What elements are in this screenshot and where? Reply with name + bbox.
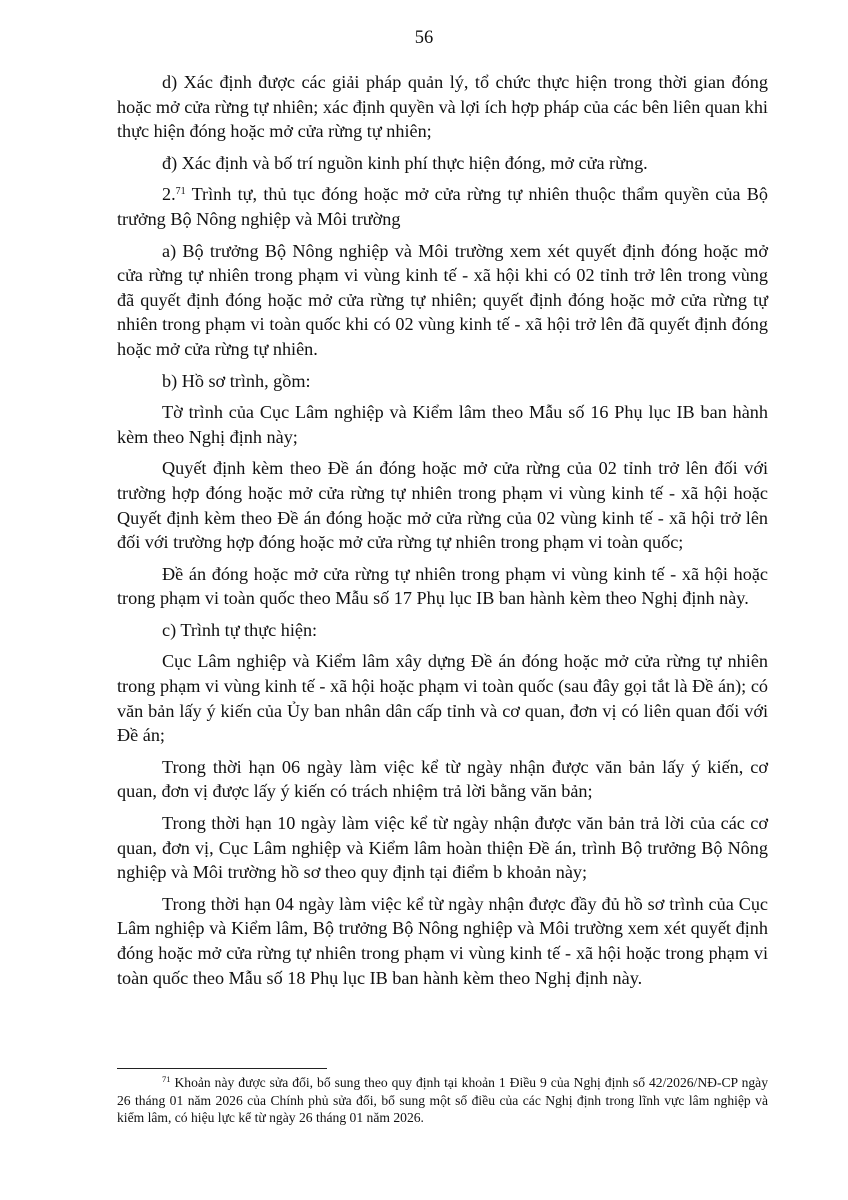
paragraph-text: Cục Lâm nghiệp và Kiểm lâm xây dựng Đề án đóng hoặc mở cửa rừng tự nhiên trong phạm vi vùng kinh tế - xã hội hoặc phạm vi toàn quốc (sau đây gọi tắt là Đề án); có văn bản lấy ý kiến của Ủy ban nhân dân cấp tỉnh và cơ quan, đơn vị có liên quan đối với Đề án;: [117, 651, 768, 746]
paragraph-c-step-2: [117, 755, 768, 804]
paragraph-c-step-1: [117, 649, 768, 747]
footnote: [117, 1074, 768, 1127]
paragraph-d: [117, 70, 768, 144]
paragraph-text: d) Xác định được các giải pháp quản lý, tổ chức thực hiện trong thời gian đóng hoặc mở cửa rừng tự nhiên; xác định quyền và lợi ích hợp pháp của các bên liên quan khi thực hiện đóng hoặc mở cửa rừng tự nhiên;: [117, 72, 768, 142]
paragraph-b-item-3: [117, 562, 768, 611]
paragraph-b: [117, 369, 768, 394]
paragraph-text: Trong thời hạn 10 ngày làm việc kể từ ngày nhận được văn bản trả lời của các cơ quan, đơn vị, Cục Lâm nghiệp và Kiểm lâm hoàn thiện Đề án, trình Bộ trưởng Bộ Nông nghiệp và Môi trường hồ sơ theo quy định tại điểm b khoản này;: [117, 813, 768, 883]
paragraph-b-item-1: [117, 400, 768, 449]
section-2-heading: [117, 182, 768, 231]
paragraph-b-item-2: [117, 456, 768, 554]
paragraph-text: Tờ trình của Cục Lâm nghiệp và Kiểm lâm theo Mẫu số 16 Phụ lục IB ban hành kèm theo Nghị định này;: [117, 402, 768, 447]
document-body: [117, 70, 768, 997]
paragraph-c: [117, 618, 768, 643]
paragraph-text: Trình tự, thủ tục đóng hoặc mở cửa rừng tự nhiên thuộc thẩm quyền của Bộ trưởng Bộ Nông nghiệp và Môi trường: [117, 184, 768, 229]
page-number: 56: [414, 28, 434, 48]
paragraph-text: Trong thời hạn 04 ngày làm việc kể từ ngày nhận được đầy đủ hồ sơ trình của Cục Lâm nghiệp và Kiểm lâm, Bộ trưởng Bộ Nông nghiệp và Môi trường xem xét quyết định đóng hoặc mở cửa rừng tự nhiên trong phạm vi vùng kinh tế - xã hội hoặc trong phạm vi toàn quốc theo Mẫu số 18 Phụ lục IB ban hành kèm theo Nghị định này.: [117, 893, 768, 988]
paragraph-a: [117, 239, 768, 362]
paragraph-text: Trong thời hạn 06 ngày làm việc kể từ ngày nhận được văn bản lấy ý kiến, cơ quan, đơn vị được lấy ý kiến có trách nhiệm trả lời bằng văn bản;: [117, 756, 768, 802]
section-number: 2.: [162, 184, 176, 205]
footnote-divider: [117, 1068, 327, 1069]
footnote-number: 71: [162, 1074, 171, 1084]
paragraph-text: đ) Xác định và bố trí nguồn kinh phí thực hiện đóng, mở cửa rừng.: [162, 152, 648, 173]
paragraph-c-step-4: [117, 892, 768, 990]
footnote-ref[interactable]: 71: [175, 186, 186, 198]
footnote-text: Khoản này được sửa đổi, bổ sung theo quy định tại khoản 1 Điều 9 của Nghị định số 42/2026/NĐ-CP ngày 26 tháng 01 năm 2026 của Chính phủ sửa đổi, bổ sung một số điều của các Nghị định trong lĩnh vực lâm nghiệp và kiểm lâm, có hiệu lực kể từ ngày 26 tháng 01 năm 2026.: [117, 1075, 768, 1126]
paragraph-text: a) Bộ trưởng Bộ Nông nghiệp và Môi trường xem xét quyết định đóng hoặc mở cửa rừng tự nhiên trong phạm vi vùng kinh tế - xã hội khi có 02 tỉnh trở lên trong vùng đã quyết định đóng hoặc mở cửa rừng tự nhiên; quyết định đóng hoặc mở cửa rừng tự nhiên trong phạm vi toàn quốc khi có 02 vùng kinh tế - xã hội trở lên đã quyết định đóng hoặc mở cửa rừng tự nhiên.: [117, 240, 768, 359]
paragraph-text: Đề án đóng hoặc mở cửa rừng tự nhiên trong phạm vi vùng kinh tế - xã hội hoặc trong phạm vi toàn quốc theo Mẫu số 17 Phụ lục IB ban hành kèm theo Nghị định này.: [117, 563, 768, 609]
paragraph-text: b) Hồ sơ trình, gồm:: [162, 370, 311, 391]
paragraph-text: Quyết định kèm theo Đề án đóng hoặc mở cửa rừng của 02 tỉnh trở lên đối với trường hợp đóng hoặc mở cửa rừng tự nhiên trong phạm vi vùng kinh tế - xã hội hoặc Quyết định kèm theo Đề án đóng hoặc mở cửa rừng của 02 vùng kinh tế - xã hội trở lên đối với trường hợp đóng hoặc mở cửa rừng tự nhiên trong phạm vi toàn quốc;: [117, 458, 768, 553]
paragraph-dd: [117, 151, 768, 176]
paragraph-c-step-3: [117, 811, 768, 885]
paragraph-text: c) Trình tự thực hiện:: [162, 619, 318, 640]
